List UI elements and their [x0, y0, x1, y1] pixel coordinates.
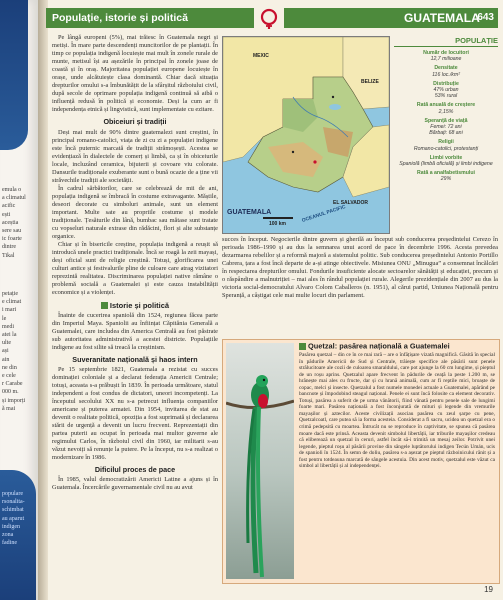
right-text-block: succes în început. Negocierile dintre guvern și gherilă au început sub conducerea președintelui Cerezo în perioada 1986–1990 și au dus la semnarea unui acord de pace în decembrie 1996. Acesta prevedea dezarmarea rebelilor și a reformă majoră a sistemului politic. Sub conducerea președintelui Antonio Portillo Cabrera, țara a fost încă departe de a-și atinge obiectivele. Misiunea ONU „Minugua” a consemnat încălcări în respectarea drepturilor omului. Fondurile insuficiente alocate sectoarelor sănătății și educației, precum și o răspândire a malnutriției – mai ales în rândul populației rurale. Alegerile prezidențiale din 2007 au dus la victoria social-democratului Alvaro Colom Caballeros (n. 1951), al cărui partid, Uniunea Națională pentru Speranță, a câștigat cele mai multe locuri din parlament. — [222, 236, 498, 300]
population-title: POPULAȚIE — [394, 36, 498, 47]
heading-pace: Dificilul proces de pace — [94, 465, 176, 475]
left-text-column — [52, 34, 218, 493]
quetzal-photo — [226, 343, 294, 579]
guatemala-map — [222, 36, 390, 234]
country-title: GUATEMALA — [404, 11, 480, 25]
pop-item-life-expectancy: Speranță de viață Femei: 72 ani Bărbați: 68 ani — [424, 117, 468, 137]
map-label-mexic: MEXIC — [253, 53, 269, 59]
pop-item-density: Densitate 116 loc./km² — [432, 65, 460, 78]
quetzal-text — [299, 343, 495, 470]
prev-page-text-2: petație e climat i mari le medi atei la ulte ași ain ne din e cele r Carabe 000 m. și imporți ă mai — [2, 291, 26, 412]
heading-obiceiuri: Obiceiuri și tradiții — [103, 117, 167, 127]
pace-paragraph: În 1985, valul democratizării Americii Latine a ajuns și în Guatemala. Încercările guvernamentale civil nu au avut — [52, 476, 218, 492]
section-title: Populație, istorie și politică — [46, 8, 254, 28]
national-emblem-icon — [258, 8, 280, 30]
map-label-ocean: OCEANUL PACIFIC — [301, 204, 347, 224]
box-marker-icon — [299, 343, 306, 350]
istorie-paragraph: Înainte de cucerirea spaniolă din 1524, regiunea făcea parte din Imperiul Maya. Spaniolii au înființat Căpitănia Generală a Guatemalei, care includea din America Centrală au fost păstrate sub autoritatea administrativă a acestei districte. Populațiile indigene au fost silite să treacă la creștinism. — [52, 311, 218, 351]
obiceiuri-paragraph-3: Chiar și în bisericile creștine, populația indigenă a reușit să introducă unele practici tradiționale. Încă se roagă la zeii mayași, deși oficial sunt de religie creștină. Totuși, glorificarea unei culturi antice și festivalurile pline de culoare care atrag vizitatori reprezintă realitatea. Discriminarea populației native rămâne o problemă socială a Guatemalei și este cauza instabilității economice și a violenței. — [52, 241, 218, 297]
intro-paragraph: Pe lângă europeni (5%), mai trăiesc în Guatemala negri și metiși. În mare parte descendenți muncitorilor de pe plantații. În timp ce populația indigenă locuiește mai mult în zonele rurale de munte, metisul își au așezările în principal în zonele joase de coastă și în oraș. Majoritatea populației europene locuiește în orașe, unde alcătuiește clasa dominantă. Chiar dacă situația drepturilor omului s-a îmbunătățit de la sfârșitul războiului civil, după secole de oprimare populația indigenă continuă să aibă o influență redusă în politică și economie. Deși la cum ar fi independența etnică și lingvistică, sunt implementate cu ezitare. — [52, 34, 218, 114]
pop-item-religions: Religii Romano-catolici, protestanți — [413, 139, 479, 152]
quetzal-title: Quetzal: pasărea națională a Guatemalei — [299, 343, 495, 350]
map-scale-label: 100 km — [269, 221, 286, 227]
map-label-belize: BELIZE — [361, 79, 379, 85]
page-number: 643 — [477, 12, 494, 23]
pop-item-distribution: Distribuție 47% urban 53% rural — [433, 80, 459, 100]
quetzal-bird-illustration — [226, 343, 294, 579]
book-gutter — [38, 0, 48, 600]
page-header — [46, 8, 498, 30]
pop-item-illiteracy: Rată a analfabetismului 29% — [417, 170, 475, 183]
pop-item-growth: Rată anuală de creștere 2,15% — [416, 102, 476, 115]
pop-item-languages: Limbi vorbite Spaniolă (limbă oficială) și limbi indigene — [399, 154, 493, 168]
pop-item-count: Număr de locuitori 12,7 milioane — [423, 50, 469, 63]
quetzal-body: Pasărea quetzal – din ce în ce mai rară – are o înfățișare vizată magnifică. Găsită în special în pădurile Americii de Sud și Centrale, trăiește specifice ale păsării sunt penele strălucitoare ale cozii de culoarea smaraldului, care pot ajunge la 60 cm lungime, și pieptul de un roșu aprins. Quetzalul apare frecvent în pădurile de ceață la peste 1.200 m, se hrănește mai ales cu fructe, dar și cu hrană animală, cum ar fi reptile mici, broaște de copac, melci și insecte. Quetzalul a fost numele monedei actuale a Guatemalei, apărând pe bancnote și împodobind steagul național. Penele ei sunt încă folosite ca element decorativ. Totuși, pasărea a suferit de pe urma vânătorii, fiind vânată pentru penele sale de lungimi foarte mari. Pasărea națională a fost înconjurată de mituri și legende din vremurile mayașilor și aztecilor. Aceste civilizații asociau pasărea cu zeul șarpe cu pene, Quetzalcoatl, care putea să ia forma acesteia. Considerat a fi sacru, ucidea un quetzal era o crimă pedepsită cu moartea. Întrucât nu se reproduce în captivitate, se spunea că pasărea moare dacă este prinsă. Aceasta devenit simbolul libertății, iar triburile mayașilor credeau că eliberează un quetzal în ceruri, astfel încât să-i trimită un mesaj zeilor. Potrivit unei legende, pieptul roșu al păsării provine din sângele luptătorului indigen Tecún Umán, ucis de spanioli în 1524. În semn de doliu, pasărea s-a așezat pe pieptul războinicului rănit și a fost pentru totdeauna marcată de sângele acestuia. Din acest motiv, quetzalul este văzut ca simbol al libertății și al independenței. — [299, 352, 495, 470]
suveranitate-paragraph: Pe 15 septembrie 1821, Guatemala a rezistat cu succes dominației coloniale și a declarat federația Americii Centrale; totuși, aceasta s-a prăbușit în 1839. În perioada următoare, statul independent a fost condus de dictatori, uneori incompetenți. La începutul secolului XX nu s-a petrecut influența companiilor americane și puterea armatei. Din 1954, invitarea de stat au devenit o realitate politică, opoziția a fost suprimată și declararea stării de urgență a devenit un lucru frecvent. Reprezentații din partea puterii au ocupat în perioada mai multor guverne ale regimului Carlos, în războiul civil din 1960, iar militarii s-au văzut nevoiți să renunțe la putere. Pe la început, nu s-a realizat o modernizare în 1986. — [52, 365, 218, 462]
obiceiuri-paragraph-1: Deși mai mult de 90% dintre guatemalezi sunt creștini, în principal romano-catolici, viața de zi cu zi a populației indigene este încă puternic marcată de tradiții strămoșești. Acestea se evidențiază în dialectele de comerț și limbă, ca și în obiceiurile locale, incluzând ceramica, bijuterii și covoare viu colorate. Dansurile tradiționale exuberante sunt o bună ocazie de a ține vii străvechile tradiții ale societății. — [52, 128, 218, 184]
section-marker-icon — [101, 302, 108, 309]
heading-istorie: Istorie și politică — [52, 302, 218, 310]
heading-suveranitate: Suveranitate națională și haos intern — [72, 354, 198, 364]
population-sidebar — [394, 36, 498, 232]
prev-page-text-3: populare rsonalita- schimbat au aparut indigen zona fadine — [2, 491, 25, 547]
previous-page-edge — [0, 0, 41, 600]
prev-page-text: emula o a climatul acific ești aceștia sere sau ic foarte dintre Tikal — [2, 187, 26, 259]
map-label-el-salvador: EL SALVADOR — [333, 200, 369, 206]
country-header — [284, 8, 498, 28]
obiceiuri-paragraph-2: În cadrul sărbătorilor, care se celebrează de mii de ani, populația indigenă se îmbracă în costume extravagante. Măștile, deseori decorate cu simboluri animale, sunt un element important. Multe sate au propriile costume și modele tradiționale. Țesăturile din lână, bumbac sau mătase sunt tratate cu vopseluri naturale extrase din rădăcini, flori și alte substanțe organice. — [52, 184, 218, 241]
footer-page-number: 19 — [484, 585, 493, 594]
quetzal-info-box — [222, 339, 500, 584]
prev-page-blue-panel — [0, 0, 28, 150]
map-title: GUATEMALA — [227, 209, 272, 216]
